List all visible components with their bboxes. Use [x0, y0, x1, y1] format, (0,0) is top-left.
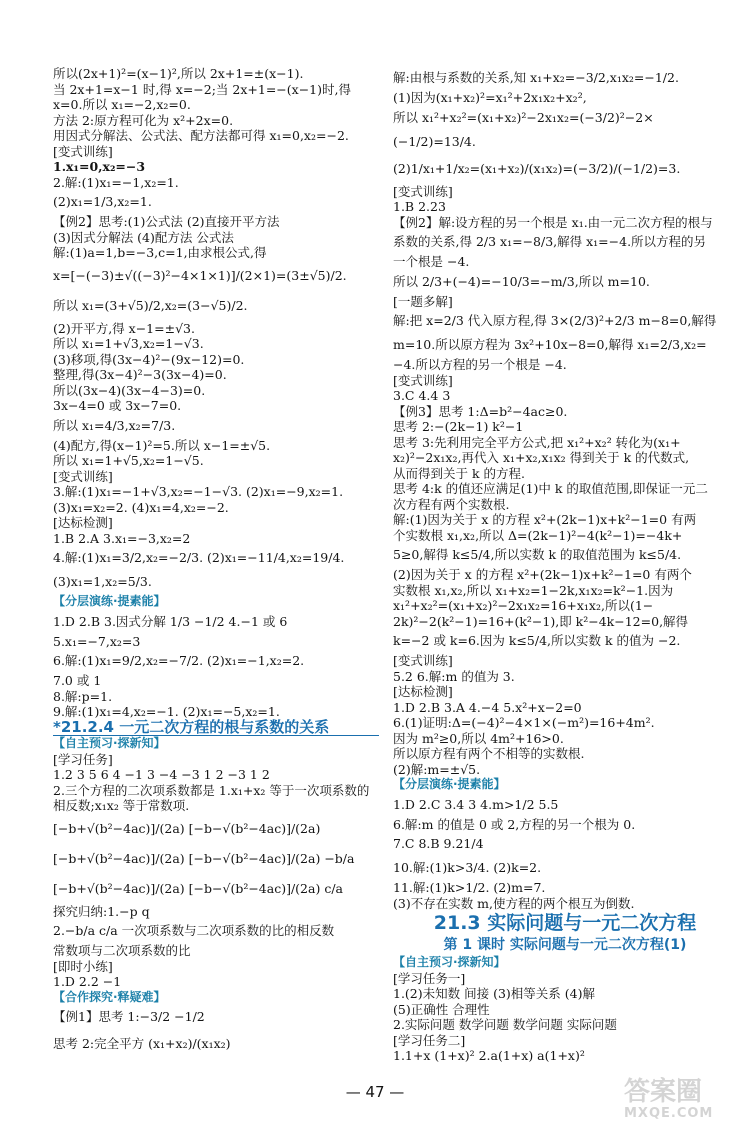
right-line: [变式训练]: [393, 653, 453, 668]
watermark-line1: 答案圈: [624, 1077, 703, 1107]
right-line: 因为 m²≥0,所以 4m²+16>0.: [393, 730, 564, 746]
left-line: 2.−b/a c/a 一次项系数与二次项系数的比的相反数: [53, 923, 335, 938]
right-line: 2.实际问题 数学问题 数学问题 实际问题: [393, 1017, 617, 1032]
left-line: [−b+√(b²−4ac)]/(2a) [−b−√(b²−4ac)]/(2a) c/a: [53, 880, 343, 896]
right-line: 系数的关系,得 2/3 x₁=−8/3,解得 x₁=−4.所以方程的另: [393, 234, 707, 249]
left-line: 方法 2:原方程可化为 x²+2x=0.: [53, 112, 234, 128]
left-line: 思考 2:完全平方 (x₁+x₂)/(x₁x₂): [53, 1036, 231, 1051]
right-line: (1)因为(x₁+x₂)²=x₁²+2x₁x₂+x₂²,: [393, 90, 587, 105]
right-line: [学习任务一]: [393, 970, 466, 986]
left-line: 7.0 或 1: [53, 673, 102, 688]
left-line: 1.2 3 5 6 4 −1 3 −4 −3 1 2 −3 1 2: [53, 767, 270, 782]
left-line: 整理,得(3x−4)²−3(3x−4)=0.: [53, 367, 227, 382]
left-line: [变式训练]: [53, 143, 113, 159]
right-line: m=10.所以原方程为 3x²+10x−8=0,解得 x₁=2/3,x₂=: [393, 337, 707, 352]
left-line: 8.解:p=1.: [53, 688, 113, 704]
right-line: 1.D 2.B 3.A 4.−4 5.x²+x−2=0: [393, 699, 582, 715]
left-line: 4.解:(1)x₁=3/2,x₂=−2/3. (2)x₁=−11/4,x₂=19/4.: [53, 550, 345, 565]
left-line: (4)配方,得(x−1)²=5.所以 x−1=±√5.: [53, 437, 271, 453]
left-line: 2.三个方程的二次项系数都是 1.x₁+x₂ 等于一次项系数的: [53, 782, 370, 798]
right-line: 1.B 2.23: [393, 199, 446, 214]
right-line: (2)因为关于 x 的方程 x²+(2k−1)x+k²−1=0 有两个: [393, 567, 692, 582]
left-line: 用因式分解法、公式法、配方法都可得 x₁=0,x₂=−2.: [53, 128, 349, 143]
right-line: (3)不存在实数 m,使方程的两个根互为倒数.: [393, 895, 635, 911]
left-line: 1.B 2.A 3.x₁=−3,x₂=2: [53, 530, 191, 546]
right-line: 从而得到关于 k 的方程.: [393, 465, 525, 481]
right-line: x₂)²−2x₁x₂,再代入 x₁+x₂,x₁x₂ 得到关于 k 的代数式,: [393, 450, 690, 465]
left-line: 所以(2x+1)²=(x−1)²,所以 2x+1=±(x−1).: [53, 66, 304, 81]
right-line: 6.解:m 的值是 0 或 2,方程的另一个根为 0.: [393, 816, 636, 832]
left-line: (2)开平方,得 x−1=±√3.: [53, 320, 195, 336]
right-line: 10.解:(1)k>3/4. (2)k=2.: [393, 860, 542, 875]
left-line: 5.x₁=−7,x₂=3: [53, 633, 141, 649]
left-line: 【合作探究·释疑难】: [53, 989, 166, 1004]
left-line: [即时小练]: [53, 958, 113, 974]
right-line: [达标检测]: [393, 684, 453, 699]
left-line: 2.解:(1)x₁=−1,x₂=1.: [53, 174, 179, 190]
left-line: 所以(3x−4)(3x−4−3)=0.: [53, 382, 206, 398]
left-line: 3.解:(1)x₁=−1+√3,x₂=−1−√3. (2)x₁=−9,x₂=1.: [53, 484, 344, 499]
left-line: (3)移项,得(3x−4)²−(9x−12)=0.: [53, 351, 245, 367]
left-line: 【分层演练·提素能】: [53, 594, 166, 608]
left-line: (3)x₁=x₂=2. (4)x₁=4,x₂=−2.: [53, 499, 229, 515]
right-line: 5≥0,解得 k≤5/4,所以实数 k 的取值范围为 k≤5/4.: [393, 547, 682, 562]
right-line: (5)正确性 合理性: [393, 1001, 490, 1017]
left-line: 1.x₁=0,x₂=−3: [53, 159, 146, 174]
left-line: 3x−4=0 或 3x−7=0.: [53, 398, 182, 413]
left-line: [达标检测]: [53, 515, 113, 530]
left-line: x=[−(−3)±√((−3)²−4×1×1)]/(2×1)=(3±√5)/2.: [53, 267, 347, 283]
right-line: 个实数根 x₁,x₂,所以 Δ=(2k−1)²−4(k²−1)=−4k+: [393, 527, 683, 543]
right-line: 实数根 x₁,x₂,所以 x₁+x₂=1−2k,x₁x₂=k²−1.因为: [393, 582, 674, 598]
page-number: — 47 —: [345, 1083, 405, 1101]
right-line: 1.D 2.C 3.4 3 4.m>1/2 5.5: [393, 796, 559, 812]
right-line: x₁²+x₂²=(x₁+x₂)²−2x₁x₂=16+x₁x₂,所以(1−: [393, 598, 654, 613]
right-line: 3.C 4.4 3: [393, 388, 451, 403]
right-line: 1.(2)未知数 间接 (3)相等关系 (4)解: [393, 986, 595, 1001]
right-line: 11.解:(1)k>1/2. (2)m=7.: [393, 880, 546, 895]
left-line: 探究归纳:1.−p q: [53, 903, 150, 919]
left-line: 1.D 2.B 3.因式分解 1/3 −1/2 4.−1 或 6: [53, 613, 288, 629]
left-line: 9.解:(1)x₁=4,x₂=−1. (2)x₁=−5,x₂=1.: [53, 704, 280, 719]
left-line: (3)x₁=1,x₂=5/3.: [53, 574, 152, 589]
right-line: 【例3】思考 1:Δ=b²−4ac≥0.: [393, 403, 568, 419]
right-line: 【分层演练·提素能】: [393, 777, 506, 791]
left-line: 解:(1)a=1,b=−3,c=1,由求根公式,得: [53, 245, 267, 260]
right-line: 解:由根与系数的关系,知 x₁+x₂=−3/2,x₁x₂=−1/2.: [393, 70, 679, 85]
left-line: [学习任务]: [53, 751, 113, 767]
right-line: 2k)²−2(k²−1)=16+(k²−1),即 k²−4k−12=0,解得: [393, 613, 689, 629]
right-line: [变式训练]: [393, 372, 453, 388]
left-line: 【例1】思考 1:−3/2 −1/2: [53, 1009, 205, 1024]
left-line: 所以 x₁=4/3,x₂=7/3.: [53, 417, 176, 433]
right-line: 解:(1)因为关于 x 的方程 x²+(2k−1)x+k²−1=0 有两: [393, 512, 697, 527]
left-line: *21.2.4 一元二次方程的根与系数的关系: [53, 720, 379, 737]
right-line: 次方程有两个实数根.: [393, 496, 510, 512]
right-line: 所以 2/3+(−4)=−10/3=−m/3,所以 m=10.: [393, 273, 650, 289]
right-line: 思考 4:k 的值还应满足(1)中 k 的取值范围,即保证一元二: [393, 481, 708, 496]
right-line: 6.(1)证明:Δ=(−4)²−4×1×(−m²)=16+4m².: [393, 715, 655, 730]
right-line: [变式训练]: [393, 183, 453, 199]
right-line: 【自主预习·探新知】: [393, 955, 506, 969]
left-line: 当 2x+1=x−1 时,得 x=−2;当 2x+1=−(x−1)时,得: [53, 81, 351, 97]
left-line: 1.D 2.2 −1: [53, 974, 122, 989]
right-line: 5.2 6.解:m 的值为 3.: [393, 668, 515, 684]
right-line: 一个根是 −4.: [393, 254, 470, 269]
right-line: (2)1/x₁+1/x₂=(x₁+x₂)/(x₁x₂)=(−3/2)/(−1/2)=3.: [393, 160, 681, 176]
right-line: 所以 x₁²+x₂²=(x₁+x₂)²−2x₁x₂=(−3/2)²−2×: [393, 109, 654, 125]
right-line: 7.C 8.B 9.21/4: [393, 836, 484, 851]
right-line: (−1/2)=13/4.: [393, 133, 476, 149]
right-line: k=−2 或 k=6.因为 k≤5/4,所以实数 k 的值为 −2.: [393, 633, 681, 648]
left-line: 所以 x₁=1+√3,x₂=1−√3.: [53, 336, 204, 351]
left-line: [变式训练]: [53, 468, 113, 484]
right-line: 思考 2:−(2k−1) k²−1: [393, 419, 524, 434]
left-line: 常数项与二次项系数的比: [53, 943, 191, 958]
right-column: [393, 66, 737, 1064]
right-line: 解:把 x=2/3 代入原方程,得 3×(2/3)²+2/3 m−8=0,解得: [393, 313, 717, 328]
right-line: 第 1 课时 实际问题与一元二次方程(1): [443, 937, 687, 953]
left-line: [−b+√(b²−4ac)]/(2a) [−b−√(b²−4ac)]/(2a): [53, 820, 321, 836]
right-line: [学习任务二]: [393, 1032, 466, 1048]
right-line: 所以原方程有两个不相等的实数根.: [393, 746, 585, 761]
right-line: 1.1+x (1+x)² 2.a(1+x) a(1+x)²: [393, 1048, 585, 1063]
right-line: (2)解:m=±√5.: [393, 761, 481, 777]
left-line: 所以 x₁=1+√5,x₂=1−√5.: [53, 453, 204, 468]
left-line: (3)因式分解法 (4)配方法 公式法: [53, 229, 234, 245]
left-column: [53, 66, 379, 1059]
right-line: 21.3 实际问题与一元二次方程: [433, 912, 697, 934]
left-line: 所以 x₁=(3+√5)/2,x₂=(3−√5)/2.: [53, 297, 248, 313]
left-line: 6.解:(1)x₁=9/2,x₂=−7/2. (2)x₁=−1,x₂=2.: [53, 653, 305, 668]
watermark: [624, 1078, 736, 1128]
right-line: 思考 3:先利用完全平方公式,把 x₁²+x₂² 转化为(x₁+: [393, 434, 681, 450]
right-line: [一题多解]: [393, 293, 453, 309]
right-line: −4.所以方程的另一个根是 −4.: [393, 357, 567, 372]
left-line: [−b+√(b²−4ac)]/(2a) [−b−√(b²−4ac)]/(2a) −b/a: [53, 850, 355, 866]
left-line: x=0.所以 x₁=−2,x₂=0.: [53, 97, 191, 112]
left-line: 相反数;x₁x₂ 等于常数项.: [53, 798, 190, 813]
left-line: (2)x₁=1/3,x₂=1.: [53, 194, 152, 209]
watermark-line2: MXQE.COM: [624, 1106, 714, 1121]
left-line: 【例2】思考:(1)公式法 (2)直接开平方法: [53, 214, 280, 229]
right-line: 【例2】解:设方程的另一个根是 x₁.由一元二次方程的根与: [393, 214, 713, 230]
left-line: 【自主预习·探新知】: [53, 736, 166, 750]
